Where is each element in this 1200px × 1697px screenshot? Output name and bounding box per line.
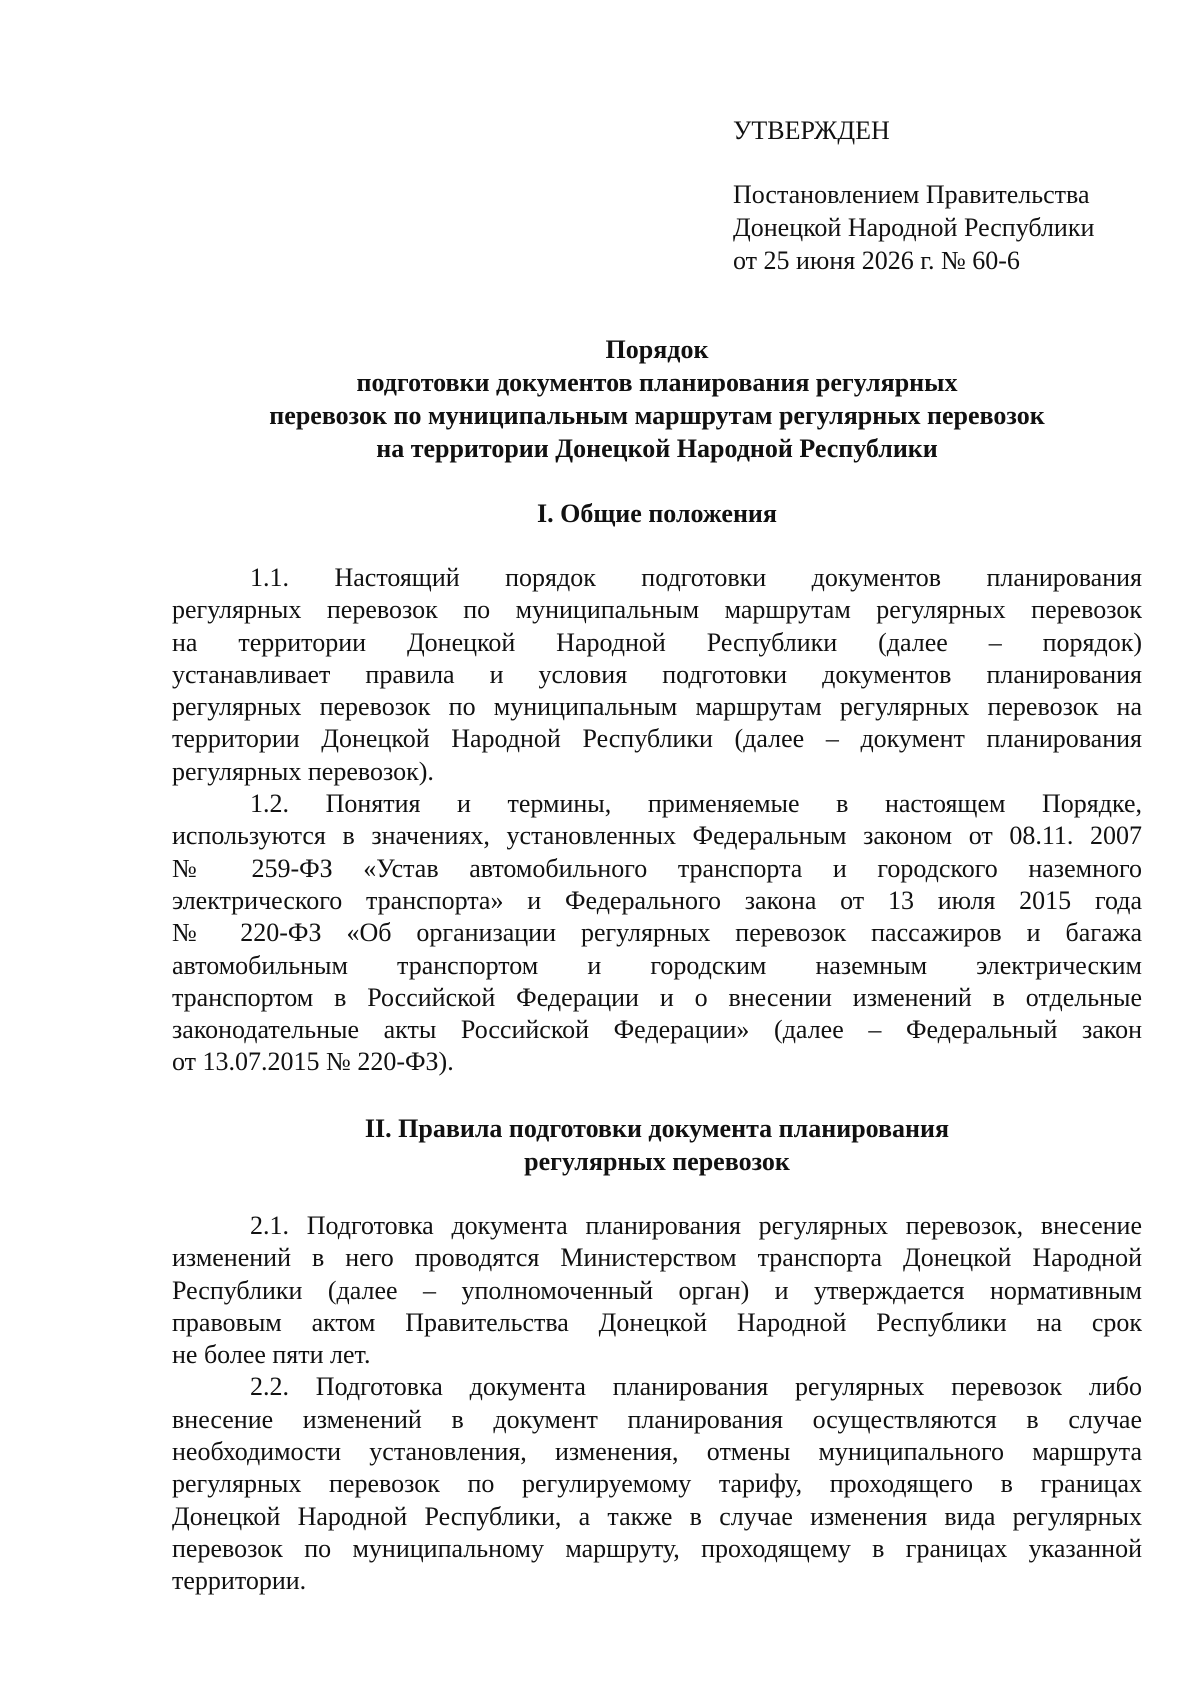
paragraph-line: № 259-ФЗ «Устав автомобильного транспорта и городского наземного: [172, 853, 1142, 883]
paragraph-1-1: [172, 562, 1142, 788]
paragraph-line: транспортом в Российской Федерации и о внесении изменений в отдельные: [172, 982, 1142, 1012]
paragraph-line: регулярных перевозок по муниципальным маршрутам регулярных перевозок: [172, 595, 1142, 625]
paragraph-line: Донецкой Народной Республики, а также в случае изменения вида регулярных: [172, 1501, 1142, 1531]
section-2-heading: [172, 1112, 1142, 1178]
approved-label: УТВЕРЖДЕН: [733, 116, 890, 145]
section-heading-line: регулярных перевозок: [524, 1147, 790, 1176]
decree-line: от 25 июня 2026 г. № 60-6: [733, 246, 1020, 275]
title-line: на территории Донецкой Народной Республики: [376, 434, 938, 463]
paragraph-2-2: [172, 1371, 1142, 1597]
paragraph-line: на территории Донецкой Народной Республики (далее – порядок): [172, 627, 1142, 657]
paragraph-line: электрического транспорта» и Федерального закона от 13 июля 2015 года: [172, 885, 1142, 915]
paragraph-line: устанавливает правила и условия подготовки документов планирования: [172, 659, 1142, 689]
paragraph-line: изменений в него проводятся Министерством транспорта Донецкой Народной: [172, 1243, 1142, 1273]
paragraph-line: регулярных перевозок по муниципальным маршрутам регулярных перевозок на: [172, 692, 1142, 722]
paragraph-line: 1.1. Настоящий порядок подготовки документов планирования: [250, 563, 1142, 592]
paragraph-line: регулярных перевозок).: [172, 756, 434, 786]
paragraph-line: необходимости установления, изменения, отмены муниципального маршрута: [172, 1437, 1142, 1467]
section-1-body: [172, 562, 1142, 1079]
decree-line: Донецкой Народной Республики: [733, 213, 1095, 242]
paragraph-line: Республики (далее – уполномоченный орган) и утверждается нормативным: [172, 1275, 1142, 1305]
paragraph-line: регулярных перевозок по регулируемому тарифу, проходящего в границах: [172, 1469, 1142, 1499]
paragraph-line: законодательные акты Российской Федерации» (далее – Федеральный закон: [172, 1015, 1142, 1045]
paragraph-line: территории.: [172, 1566, 307, 1596]
paragraph-line: № 220-ФЗ «Об организации регулярных перевозок пассажиров и багажа: [172, 918, 1142, 948]
paragraph-line: не более пяти лет.: [172, 1340, 371, 1370]
paragraph-line: используются в значениях, установленных Федеральным законом от 08.11. 2007: [172, 821, 1142, 851]
paragraph-2-1: [172, 1210, 1142, 1371]
decree-line: Постановлением Правительства: [733, 180, 1090, 209]
paragraph-line: от 13.07.2015 № 220-ФЗ).: [172, 1047, 454, 1077]
paragraph-line: правовым актом Правительства Донецкой Народной Республики на срок: [172, 1307, 1142, 1337]
paragraph-line: автомобильным транспортом и городским наземным электрическим: [172, 950, 1142, 980]
decree-reference: [733, 178, 1173, 277]
section-heading-line: II. Правила подготовки документа планирования: [364, 1114, 950, 1143]
paragraph-line: 2.2. Подготовка документа планирования регулярных перевозок либо: [250, 1372, 1142, 1402]
document-title: [172, 333, 1142, 465]
title-line: Порядок: [605, 335, 709, 364]
paragraph-line: 2.1. Подготовка документа планирования регулярных перевозок, внесение: [250, 1211, 1142, 1240]
section-2-body: [172, 1210, 1142, 1598]
paragraph-1-2: [172, 788, 1142, 1079]
paragraph-line: перевозок по муниципальному маршруту, проходящему в границах указанной: [172, 1533, 1142, 1563]
paragraph-line: 1.2. Понятия и термины, применяемые в настоящем Порядке,: [250, 789, 1142, 819]
title-line: перевозок по муниципальным маршрутам регулярных перевозок: [269, 401, 1045, 430]
section-heading-line: I. Общие положения: [537, 499, 777, 528]
paragraph-line: территории Донецкой Народной Республики (далее – документ планирования: [172, 724, 1142, 754]
approval-block: [733, 116, 1173, 277]
section-1-heading: [172, 497, 1142, 530]
title-line: подготовки документов планирования регулярных: [356, 368, 958, 397]
paragraph-line: внесение изменений в документ планирования осуществляются в случае: [172, 1404, 1142, 1434]
